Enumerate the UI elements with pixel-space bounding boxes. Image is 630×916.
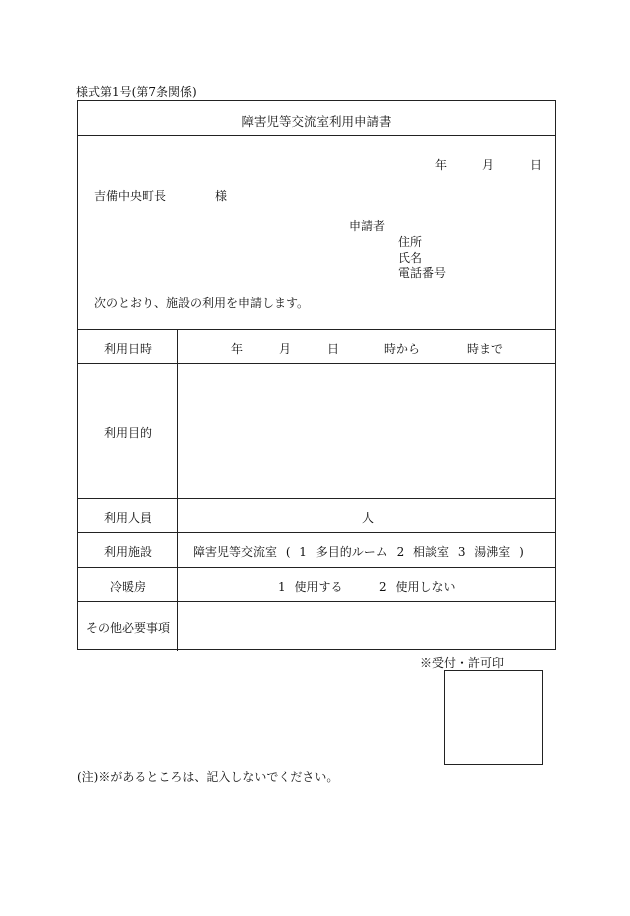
reception-stamp-box [444,670,543,765]
datetime-to: 時まで [467,342,504,356]
purpose-field[interactable] [178,364,556,497]
row-divider [78,532,555,533]
people-unit: 人 [362,511,375,525]
stamp-label: ※受付・許可印 [420,656,505,670]
aircon-option-not-use: 2 使用しない [379,580,456,594]
datetime-from: 時から [384,342,421,356]
datetime-year: 年 [231,342,244,356]
facility-label: 利用施設 [103,545,152,559]
other-label: その他必要事項 [85,621,170,635]
date-day-label: 日 [530,158,543,172]
applicant-phone-label: 電話番号 [398,266,447,280]
facility-options: 障害児等交流室 ( 1 多目的ルーム 2 相談室 3 湯沸室 ) [193,545,524,559]
title-divider [78,135,555,136]
datetime-month: 月 [279,342,292,356]
application-statement: 次のとおり、施設の利用を申請します。 [94,296,310,310]
date-year-label: 年 [435,158,448,172]
other-field[interactable] [178,602,556,649]
applicant-name-label: 氏名 [398,251,423,265]
row-divider [78,567,555,568]
date-month-label: 月 [482,158,495,172]
applicant-address-label: 住所 [398,235,423,249]
aircon-option-use: 1 使用する [278,580,343,594]
datetime-day: 日 [327,342,340,356]
table-top-border [78,329,555,330]
form-title: 障害児等交流室利用申請書 [241,114,392,129]
aircon-label: 冷暖房 [109,580,146,594]
purpose-label: 利用目的 [103,426,152,440]
form-number-label: 様式第1号(第7条関係) [76,85,197,99]
applicant-heading: 申請者 [349,219,386,233]
datetime-label: 利用日時 [103,342,152,356]
addressee-name: 吉備中央町長 [94,189,167,203]
application-form [77,100,556,650]
row-divider [78,498,555,499]
addressee-honorific: 様 [215,189,228,203]
people-label: 利用人員 [103,511,152,525]
footnote: (注)※があるところは、記入しないでください。 [77,770,339,784]
